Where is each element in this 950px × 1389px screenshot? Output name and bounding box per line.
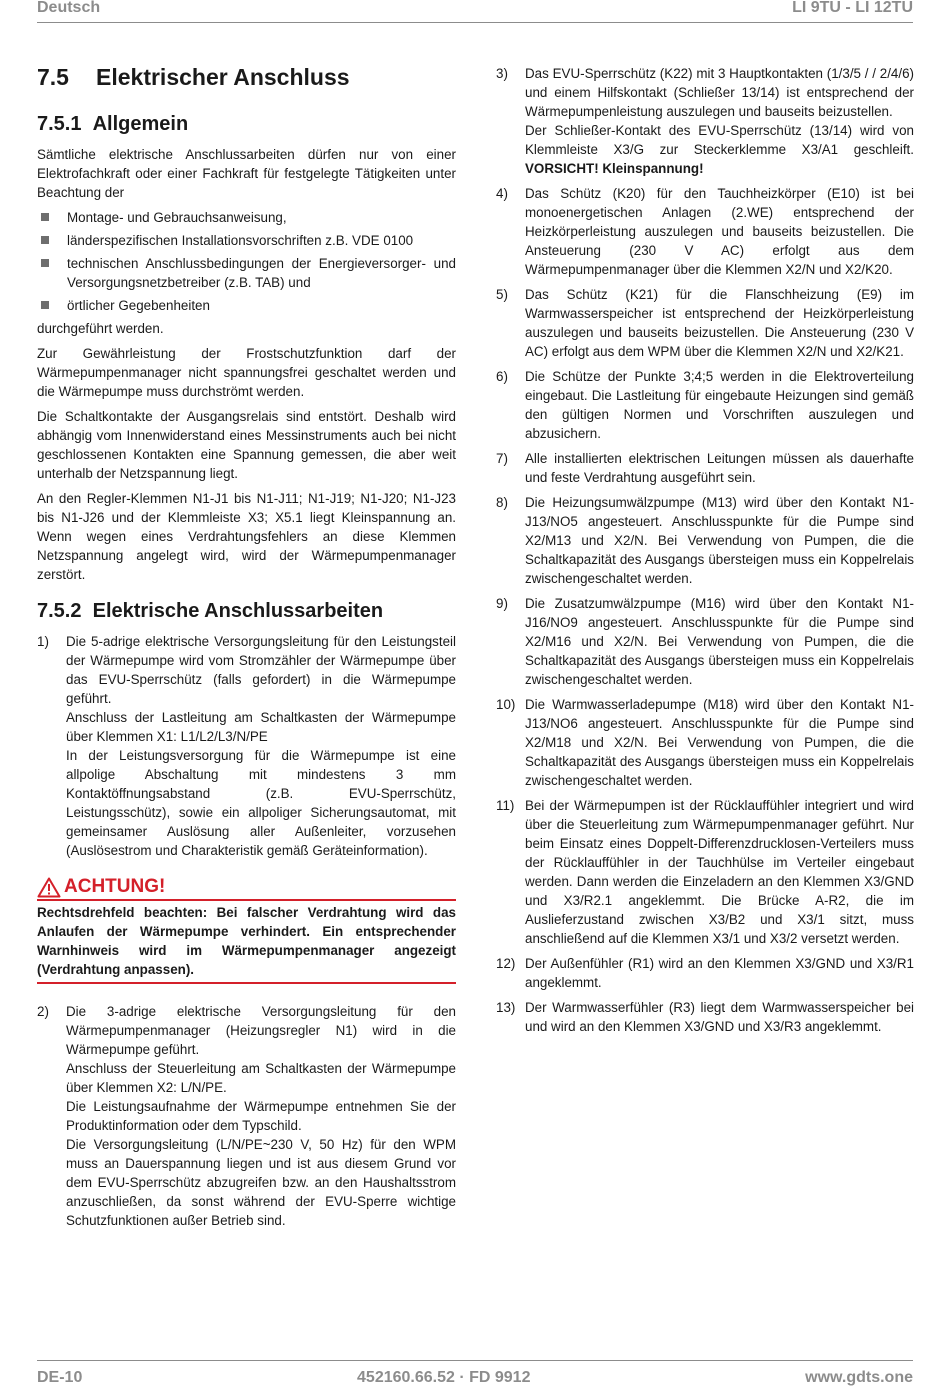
bullet-item: technischen Anschlussbedingungen der Energieversorger- und Versorgungsnetzbetreiber (z.B. TAB) und (37, 254, 456, 292)
step-item: 12) Der Außenfühler (R1) wird an den Klemmen X3/GND und X3/R1 angeklemmt. (496, 956, 914, 990)
paragraph-frost: Zur Gewährleistung der Frostschutzfunktion darf der Wärmepumpenmanager nicht spannungsfrei geschaltet werden und die Wärmepumpe muss durchströmt werden. (37, 346, 456, 399)
square-bullet-icon (41, 301, 49, 309)
step-number: 6) (496, 369, 508, 384)
right-column (496, 64, 914, 1042)
subsection-number: 7.5.1 (37, 113, 82, 135)
warning-box (37, 876, 456, 984)
paragraph-low-voltage: An den Regler-Klemmen N1-J1 bis N1-J11; N1-J19; N1-J20; N1-J23 bis N1-J26 und der Klemmleiste X3; X5.1 liegt Kleinspannung an. Wenn wegen eines Verdrahtungsfehlers an diese Klemmen Netzspannung angelegt wird, wird der Wärmepumpenmanager zerstört. (37, 491, 456, 582)
step-number: 8) (496, 495, 508, 510)
step-number: 9) (496, 596, 508, 611)
step-item: 7) Alle installierten elektrischen Leitungen müssen als dauerhafte und feste Verdrahtung ausgeführt sein. (496, 451, 914, 485)
warning-title: ACHTUNG! (37, 876, 456, 901)
steps-left (37, 632, 456, 860)
step-item: 11) Bei der Wärmepumpen ist der Rücklauffühler integriert und wird über die Steuerleitung zum Wärmepumpenmanager geführt. Nur beim Einsatz eines Doppelt-Differenzdrucklosen-Verteilers muss der Rücklauffühler in der Tauchhülse im Verteiler eingebaut werden. Dann werden die Einzeladern an den Klemmen X3/GND und X3/R2.1 angeklemmt. Die Brücke A-R2, die im Auslieferzustand zwischen X3/B2 und X3/1 sitzt, muss anschließend auf die Klemmen X3/1 und X3/2 versetzt werden. (496, 798, 914, 946)
warning-triangle-icon (37, 877, 61, 898)
step-item: 5) Das Schütz (K21) für die Flanschheizung (E9) im Warmwasserspeicher ist entsprechend der Heizkörperleistung auszulegen und bauseits beizustellen. Die Ansteuerung (230 V AC) erfolgt aus dem WPM über die Klemmen X2/N und X2/K21. (496, 287, 914, 359)
step-item: 1) Die 5-adrige elektrische Versorgungsleitung für den Leistungsteil der Wärmepumpe wird vom Stromzähler der Wärmepumpe über das EVU-Sperrschütz (falls gefordert) in die Wärmepumpe geführt. Anschluss der Lastleitung am Schaltkasten der Wärmepumpe über Klemmen X1: L1/L2/L3/N/PE In der Leistungsversorgung für die Wärmepumpe ist eine allpolige Abschaltung mit mindestens 3 mm Kontaktöffnungsabstand (z.B. EVU-Sperrschütz, Leistungsschütz), sowie ein allpoliger Sicherungsautomat, mit gemeinsamer Auslösung aller Außenleiter, vorzusehen (Auslösestrom und Charakteristik gemäß Geräteinformation). (37, 634, 456, 858)
section-title: Elektrischer Anschluss (96, 64, 350, 90)
bullet-list (37, 208, 456, 315)
step-number: 12) (496, 956, 516, 971)
step-item: 6) Die Schütze der Punkte 3;4;5 werden in die Elektroverteilung eingebaut. Die Lastleitung für eingebaute Heizungen sind gemäß den gültigen Normen und Vorschriften auszulegen und abzusichern. (496, 369, 914, 441)
step-number: 2) (37, 1004, 49, 1019)
section-number: 7.5 (37, 64, 69, 90)
step-item: 8) Die Heizungsumwälzpumpe (M13) wird über den Kontakt N1-J13/NO5 angesteuert. Anschlusspunkte für die Pumpe sind X2/M13 und X2/N. Bei Verwendung von Pumpen, die die Schaltkapazität des Ausgangs übersteigen muss ein Koppelrelais zwischengeschaltet werden. (496, 495, 914, 586)
left-column (37, 60, 456, 1236)
section-heading (37, 63, 456, 91)
square-bullet-icon (41, 259, 49, 267)
step-number: 4) (496, 186, 508, 201)
paragraph-relay: Die Schaltkontakte der Ausgangsrelais sind entstört. Deshalb wird abhängig vom Innenwiderstand eines Messinstruments auch bei nicht geschlossenen Kontakten eine Spannung gemessen, die aber weit unterhalb der Netzspannung liegt. (37, 409, 456, 481)
subsection-heading-wiring (37, 598, 456, 624)
steps-right (496, 64, 914, 1036)
step-number: 1) (37, 634, 49, 649)
subsection-title: Elektrische Anschlussarbeiten (92, 600, 384, 622)
closing-line: durchgeführt werden. (37, 321, 164, 336)
bullet-item: länderspezifischen Installationsvorschriften z.B. VDE 0100 (37, 231, 456, 250)
warning-text: Rechtsdrehfeld beachten: Bei falscher Verdrahtung wird das Anlaufen der Wärmepumpe verhindert. Ein entsprechender Warnhinweis wird im Wärmepumpenmanager angezeigt (Verdrahtung anpassen). (37, 901, 456, 984)
step-number: 11) (496, 798, 515, 813)
subsection-number: 7.5.2 (37, 600, 82, 622)
step-item: 9) Die Zusatzumwälzpumpe (M16) wird über den Kontakt N1-J16/NO9 angesteuert. Anschlusspunkte für die Pumpe sind X2/M16 und X2/N. Bei Verwendung von Pumpen, die die Schaltkapazität des Ausgangs übersteigen muss ein Koppelrelais zwischengeschaltet werden. (496, 596, 914, 687)
step-item: 3) Das EVU-Sperrschütz (K22) mit 3 Hauptkontakten (1/3/5 / / 2/4/6) und einem Hilfskontakt (Schließer 13/14) ist entsprechend der Wärmepumpenleistung auszulegen und bauseits beizustellen. Der Schließer-Kontakt des EVU-Sperrschütz (13/14) wird von Klemmleiste X3/G zur Steckerklemme X3/A1 geschleift. VORSICHT! Kleinspannung! (496, 66, 914, 176)
steps-left-2 (37, 1002, 456, 1230)
step-item: 4) Das Schütz (K20) für den Tauchheizkörper (E10) ist bei monoenergetischen Anlagen (2.WE) entsprechend der Heizkörperleistung auszulegen und bauseits beizustellen. Die Ansteuerung (230 V AC) erfolgt aus dem Wärmepumpenmanager über die Klemmen X2/N und X2/K20. (496, 186, 914, 277)
page-number: DE-10 (37, 1369, 83, 1386)
step-number: 10) (496, 697, 516, 712)
document-number: 452160.66.52 · FD 9912 (357, 1369, 531, 1386)
page-header (37, 0, 913, 23)
header-language: Deutsch (37, 0, 101, 16)
subsection-heading-general (37, 111, 456, 137)
intro-paragraph: Sämtliche elektrische Anschlussarbeiten dürfen nur von einer Elektrofachkraft oder einer Fachkraft für festgelegte Tätigkeiten unter Beachtung der (37, 147, 456, 200)
caution-low-voltage: VORSICHT! Kleinspannung! (525, 161, 704, 176)
square-bullet-icon (41, 213, 49, 221)
step-number: 5) (496, 287, 508, 302)
step-item: 2) Die 3-adrige elektrische Versorgungsleitung für den Wärmepumpenmanager (Heizungsregler N1) wird in die Wärmepumpe geführt. Anschluss der Steuerleitung am Schaltkasten der Wärmepumpe über Klemmen X2: L/N/PE. Die Leistungsaufnahme der Wärmepumpe entnehmen Sie der Produktinformation oder dem Typschild. Die Versorgungsleitung (L/N/PE~230 V, 50 Hz) für den WPM muss an Dauerspannung liegen und ist aus diesem Grund vor dem EVU-Sperrschütz abzugreifen bzw. an den Haushaltsstrom anzuschließen, da sonst während der EVU-Sperre wichtige Schutzfunktionen außer Betrieb sind. (37, 1004, 456, 1228)
bullet-item: Montage- und Gebrauchsanweisung, (37, 208, 456, 227)
page-footer (37, 1360, 913, 1387)
subsection-title: Allgemein (92, 113, 189, 135)
square-bullet-icon (41, 236, 49, 244)
step-number: 7) (496, 451, 508, 466)
step-number: 3) (496, 66, 508, 81)
step-item: 13) Der Warmwasserfühler (R3) liegt dem Warmwasserspeicher bei und wird an den Klemmen X3/GND und X3/R3 angeklemmt. (496, 1000, 914, 1034)
step-item: 10) Die Warmwasserladepumpe (M18) wird über den Kontakt N1-J13/NO6 angesteuert. Anschlusspunkte für die Pumpe sind X2/M18 und X2/N. Bei Verwendung von Pumpen, die die Schaltkapazität des Ausgangs übersteigen muss ein Koppelrelais zwischengeschaltet werden. (496, 697, 914, 788)
header-model: LI 9TU - LI 12TU (792, 0, 913, 16)
step-number: 13) (496, 1000, 516, 1015)
website-link[interactable]: www.gdts.one (805, 1369, 913, 1386)
bullet-item: örtlicher Gegebenheiten (37, 296, 456, 315)
